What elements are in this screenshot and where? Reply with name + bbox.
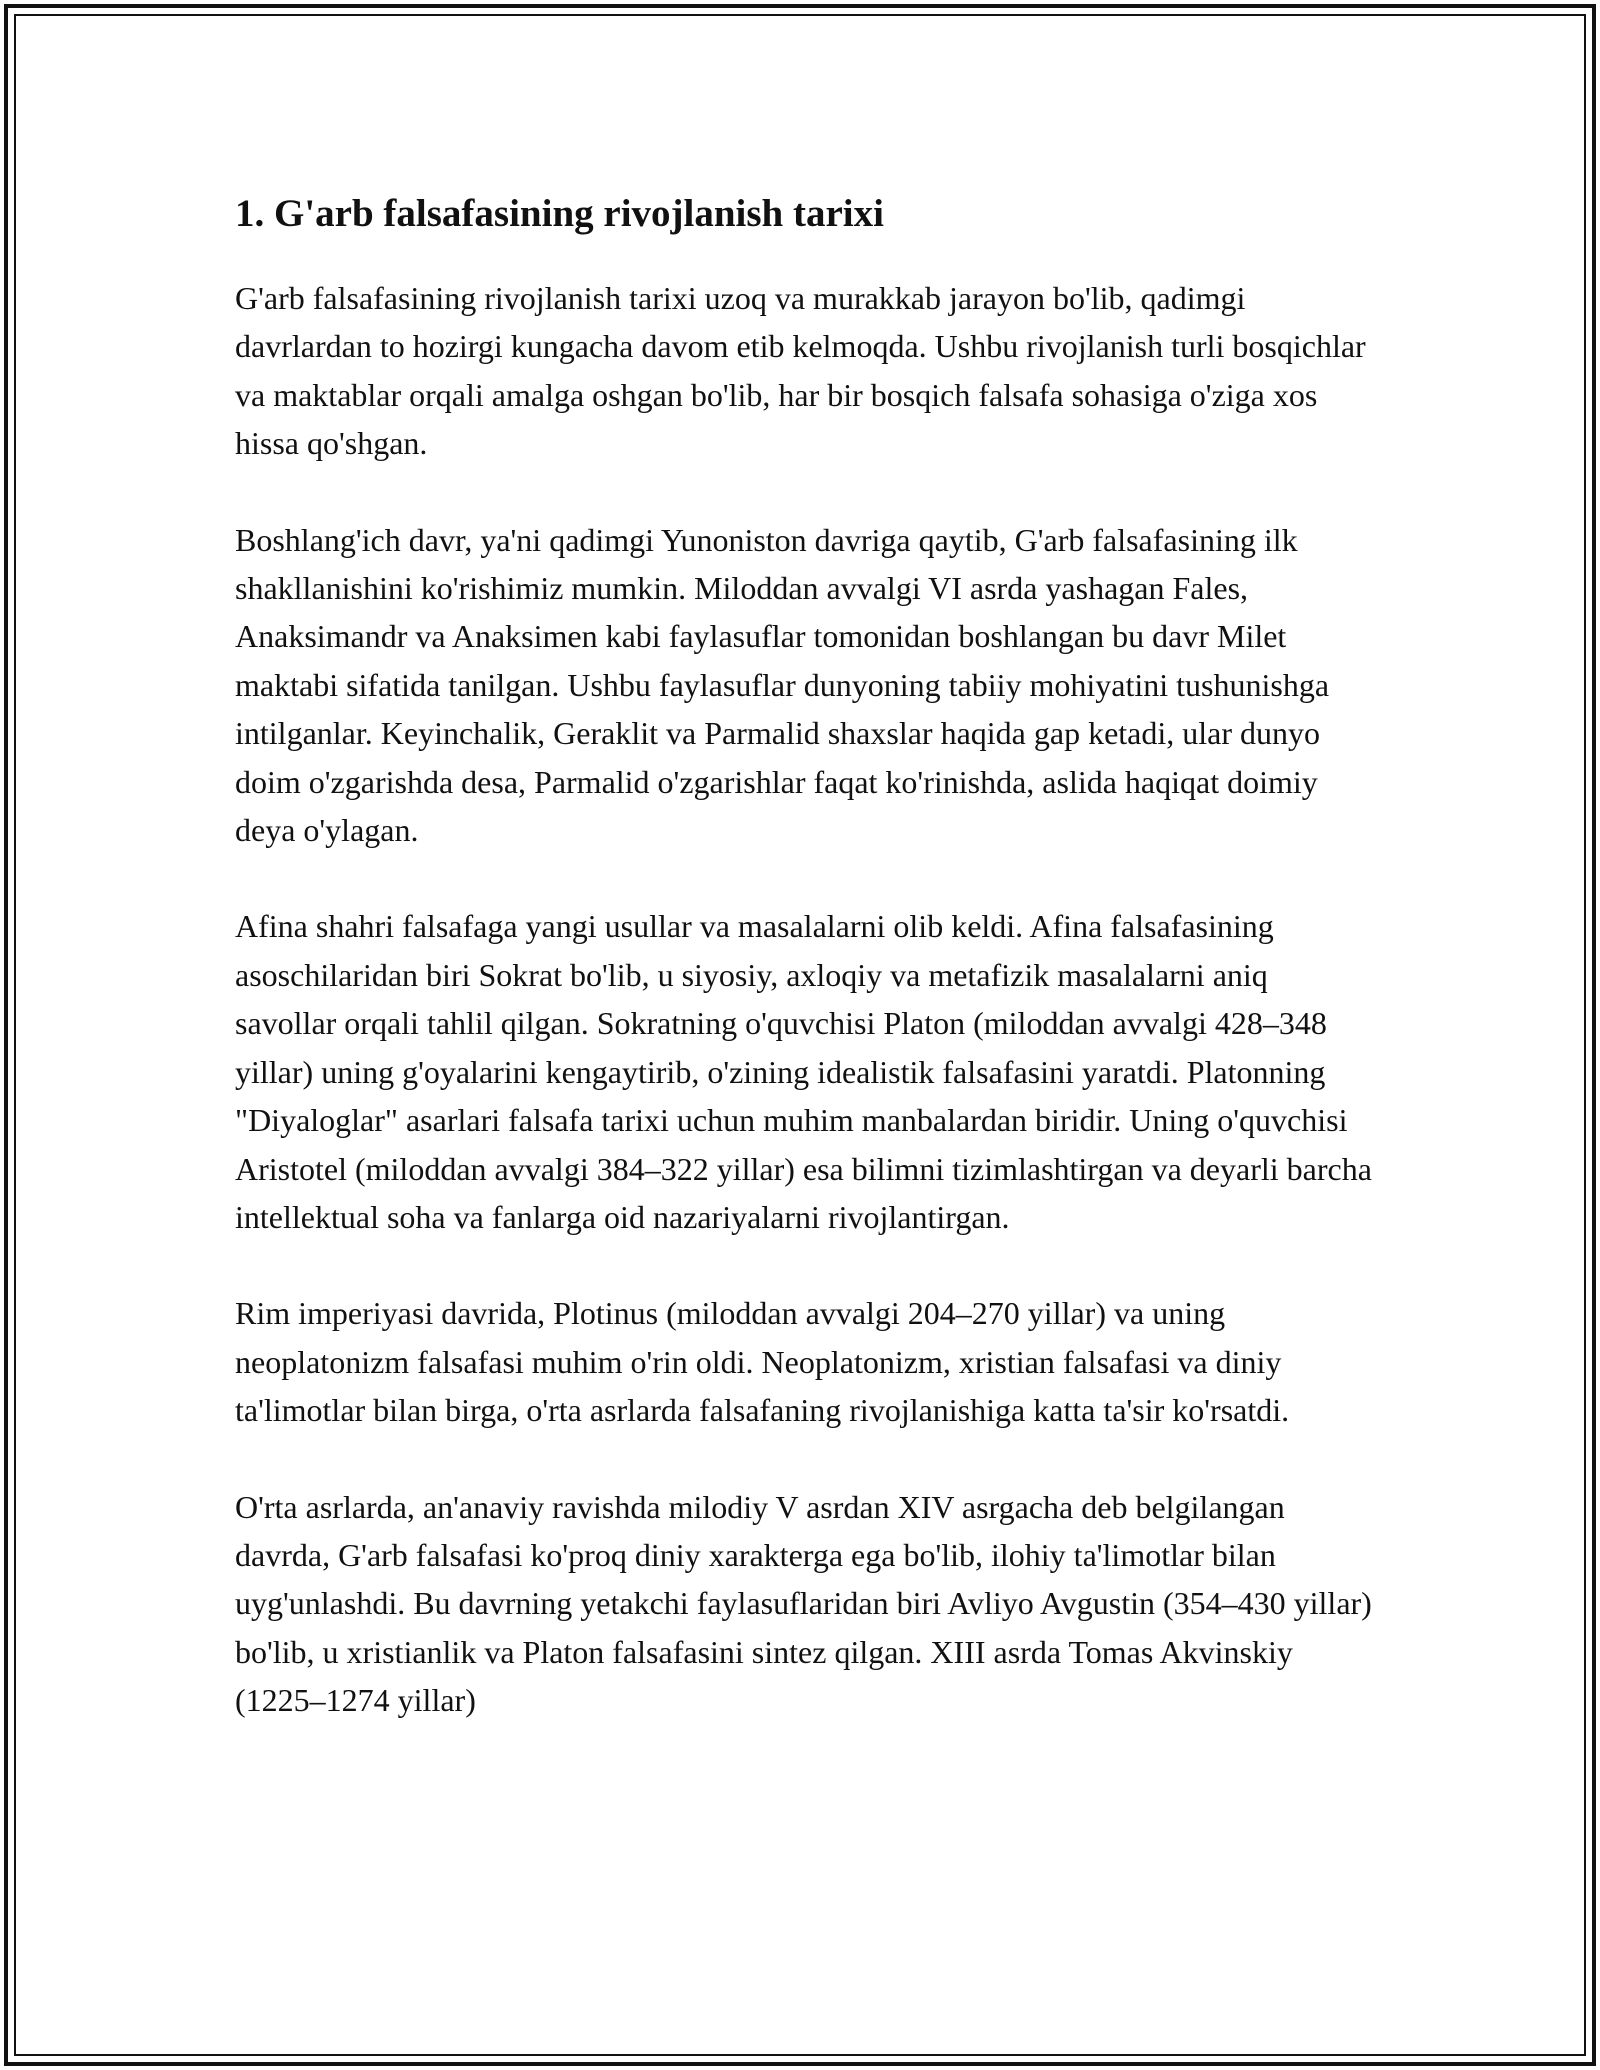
document-body — [235, 188, 1375, 1725]
paragraph-middle-ages: O'rta asrlarda, an'anaviy ravishda milodiy V asrdan XIV asrgacha deb belgilangan davrda, G'arb falsafasi ko'proq diniy xarakterga ega bo'lib, ilohiy ta'limotlar bilan uyg'unlashdi. Bu davrning yetakchi faylasuflaridan biri Avliyo Avgustin (354–430 yillar) bo'lib, u xristianlik va Platon falsafasini sintez qilgan. XIII asrda Tomas Akvinskiy (1225–1274 yillar) — [235, 1488, 1372, 1719]
paragraph-intro: G'arb falsafasining rivojlanish tarixi uzoq va murakkab jarayon bo'lib, qadimgi davrlardan to hozirgi kungacha davom etib kelmoqda. Ushbu rivojlanish turli bosqichlar va maktablar orqali amalga oshgan bo'lib, har bir bosqich falsafa sohasiga o'ziga xos hissa qo'shgan. — [235, 280, 1366, 462]
paragraph-athens: Afina shahri falsafaga yangi usullar va masalalarni olib keldi. Afina falsafasining asoschilaridan biri Sokrat bo'lib, u siyosiy, axloqiy va metafizik masalalarni aniq savollar orqali tahlil qilgan. Sokratning o'quvchisi Platon (miloddan avvalgi 428–348 yillar) uning g'oyalarini kengaytirib, o'zining idealistik falsafasini yaratdi. Platonning "Diyaloglar" asarlari falsafa tarixi uchun muhim manbalardan biridir. Uning o'quvchisi Aristotel (miloddan avvalgi 384–322 yillar) esa bilimni tizimlashtirgan va deyarli barcha intellektual soha va fanlarga oid nazariyalarni rivojlantirgan. — [235, 908, 1372, 1235]
section-heading: 1. G'arb falsafasining rivojlanish tarixi — [235, 192, 884, 235]
paragraph-ancient-greece: Boshlang'ich davr, ya'ni qadimgi Yunoniston davriga qaytib, G'arb falsafasining ilk shakllanishini ko'rishimiz mumkin. Miloddan avvalgi VI asrda yashagan Fales, Anaksimandr va Anaksimen kabi faylasuflar tomonidan boshlangan bu davr Milet maktabi sifatida tanilgan. Ushbu faylasuflar dunyoning tabiiy mohiyatini tushunishga intilganlar. Keyinchalik, Geraklit va Parmalid shaxslar haqida gap ketadi, ular dunyo doim o'zgarishda desa, Parmalid o'zgarishlar faqat ko'rinishda, aslida haqiqat doimiy deya o'ylagan. — [235, 521, 1330, 849]
paragraph-roman-empire: Rim imperiyasi davrida, Plotinus (miloddan avvalgi 204–270 yillar) va uning neoplatonizm falsafasi muhim o'rin oldi. Neoplatonizm, xristian falsafasi va diniy ta'limotlar bilan birga, o'rta asrlarda falsafaning rivojlanishiga katta ta'sir ko'rsatdi. — [235, 1295, 1290, 1429]
